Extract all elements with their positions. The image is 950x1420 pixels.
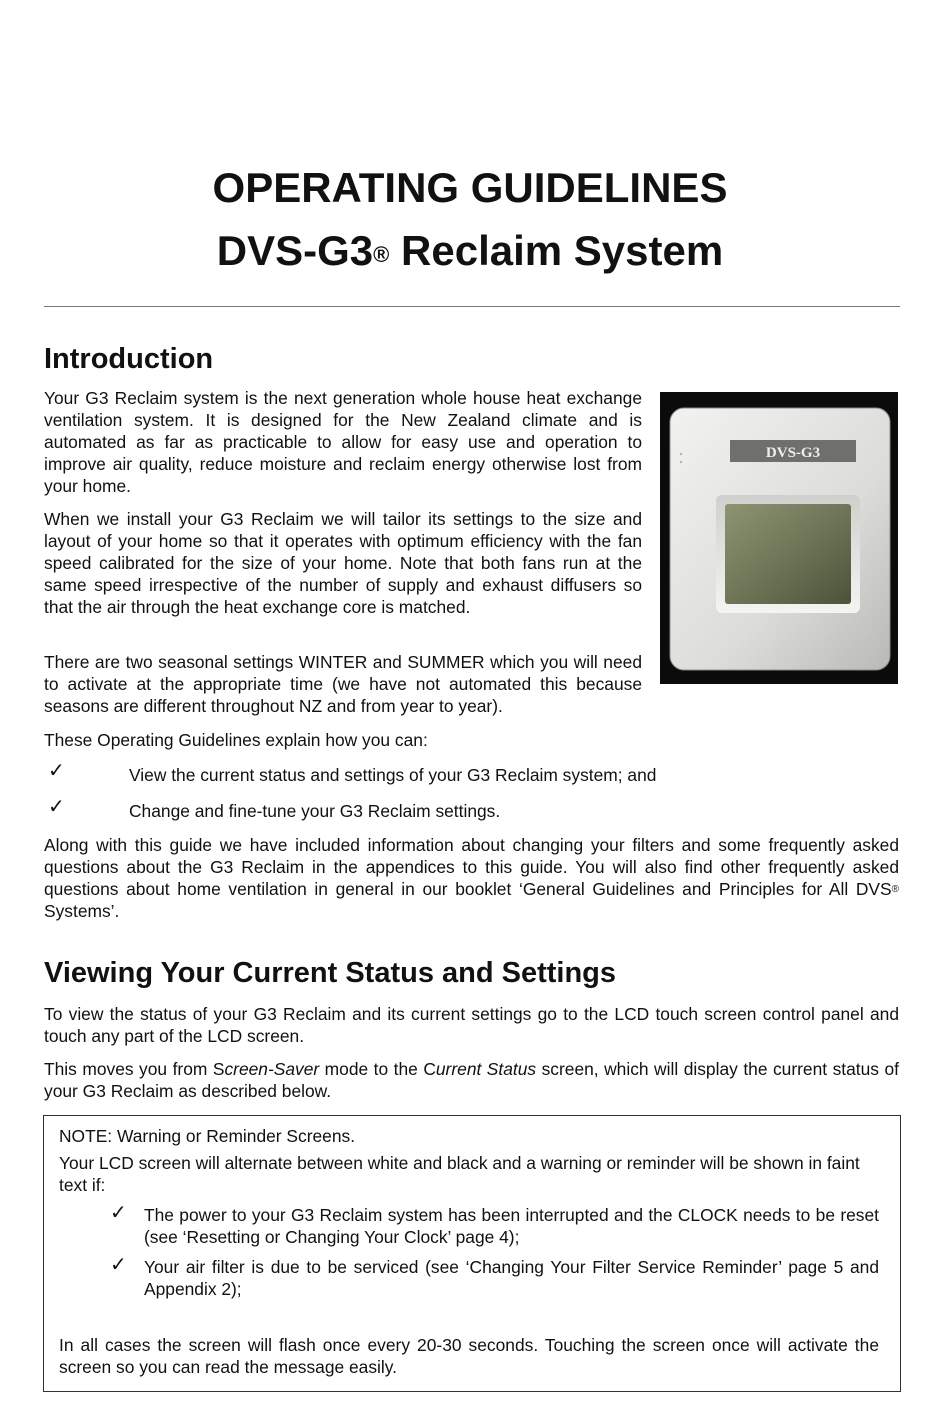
screen-saver-term: creen-Saver	[224, 1059, 320, 1079]
viewing-p2-text-a: This moves you from S	[44, 1059, 225, 1079]
checklist-text-1: View the current status and settings of your G3 Reclaim system; and	[129, 765, 657, 785]
intro-paragraph-2: When we install your G3 Reclaim we will tailor its settings to the size and layout of your home so that it operates with optimum efficiency with the fan speed calibrated for the size of your home. Note that both fans run at the same speed irrespective of the number of supply and exhaust diffusers so that the air through the heat exchange core is matched.	[44, 509, 642, 617]
product-name: DVS-G3	[216, 227, 374, 274]
brand-label: DVS-G3	[765, 445, 821, 461]
intro-paragraph-5	[44, 834, 899, 922]
viewing-paragraph-1: To view the status of your G3 Reclaim and its current settings go to the LCD touch screen control panel and touch any part of the LCD screen.	[44, 1004, 899, 1046]
viewing-heading: Viewing Your Current Status and Settings	[44, 957, 617, 989]
intro-paragraph-5-text: Along with this guide we have included information about changing your filters and some frequently asked questions about the G3 Reclaim in the appendices to this guide. You will also find other frequently asked questions about home ventilation in general in our booklet ‘General Guidelines and Principles for All DVS	[44, 835, 899, 899]
title-divider	[44, 306, 900, 307]
viewing-p2-text-c: mode to the C	[319, 1059, 436, 1079]
viewing-paragraph-2	[44, 1058, 899, 1102]
intro-paragraph-5-end: Systems’.	[44, 901, 120, 921]
registered-mark: ®	[891, 884, 899, 895]
control-panel-image	[660, 392, 898, 684]
note-item-1: The power to your G3 Reclaim system has been interrupted and the CLOCK needs to be reset (see ‘Resetting or Changing Your Clock’ page 4);	[144, 1205, 879, 1247]
checkmark-icon: ✓	[110, 1202, 127, 1224]
checklist-text-2: Change and fine-tune your G3 Reclaim settings.	[129, 801, 501, 821]
introduction-heading: Introduction	[44, 343, 214, 375]
checkmark-icon: ✓	[110, 1254, 127, 1276]
document-title: OPERATING GUIDELINES	[212, 164, 728, 211]
note-item-2: Your air filter is due to be serviced (see ‘Changing Your Filter Service Reminder’ page 5 and Appendix 2);	[144, 1257, 879, 1299]
control-panel-photo	[660, 392, 898, 684]
lcd-screen	[725, 504, 851, 604]
checkmark-icon: ✓	[48, 760, 65, 782]
note-intro: Your LCD screen will alternate between white and black and a warning or reminder will be shown in faint text if:	[59, 1153, 860, 1195]
product-suffix: Reclaim System	[389, 227, 724, 274]
viewing-p2-text-e: screen, which will display the current status of your G3 Reclaim as described below.	[44, 1059, 899, 1101]
intro-paragraph-4: These Operating Guidelines explain how you can:	[44, 730, 428, 750]
note-footer: In all cases the screen will flash once every 20-30 seconds. Touching the screen once will activate the screen so you can read the message easily.	[59, 1335, 879, 1377]
document-subtitle	[0, 227, 940, 275]
checkmark-icon: ✓	[48, 796, 65, 818]
note-title: NOTE: Warning or Reminder Screens.	[59, 1126, 356, 1146]
intro-paragraph-1: Your G3 Reclaim system is the next generation whole house heat exchange ventilation system. It is designed for the New Zealand climate and is automated as far as practicable to allow for easy use and operation to improve air quality, reduce moisture and reclaim energy otherwise lost from your home.	[44, 388, 642, 496]
registered-mark: ®	[373, 242, 390, 267]
note-box	[43, 1115, 901, 1392]
intro-paragraph-3: There are two seasonal settings WINTER and SUMMER which you will need to activate at the appropriate time (we have not automated this because seasons are different throughout NZ and from year to year).	[44, 652, 642, 716]
current-status-term: urrent Status	[435, 1059, 537, 1079]
